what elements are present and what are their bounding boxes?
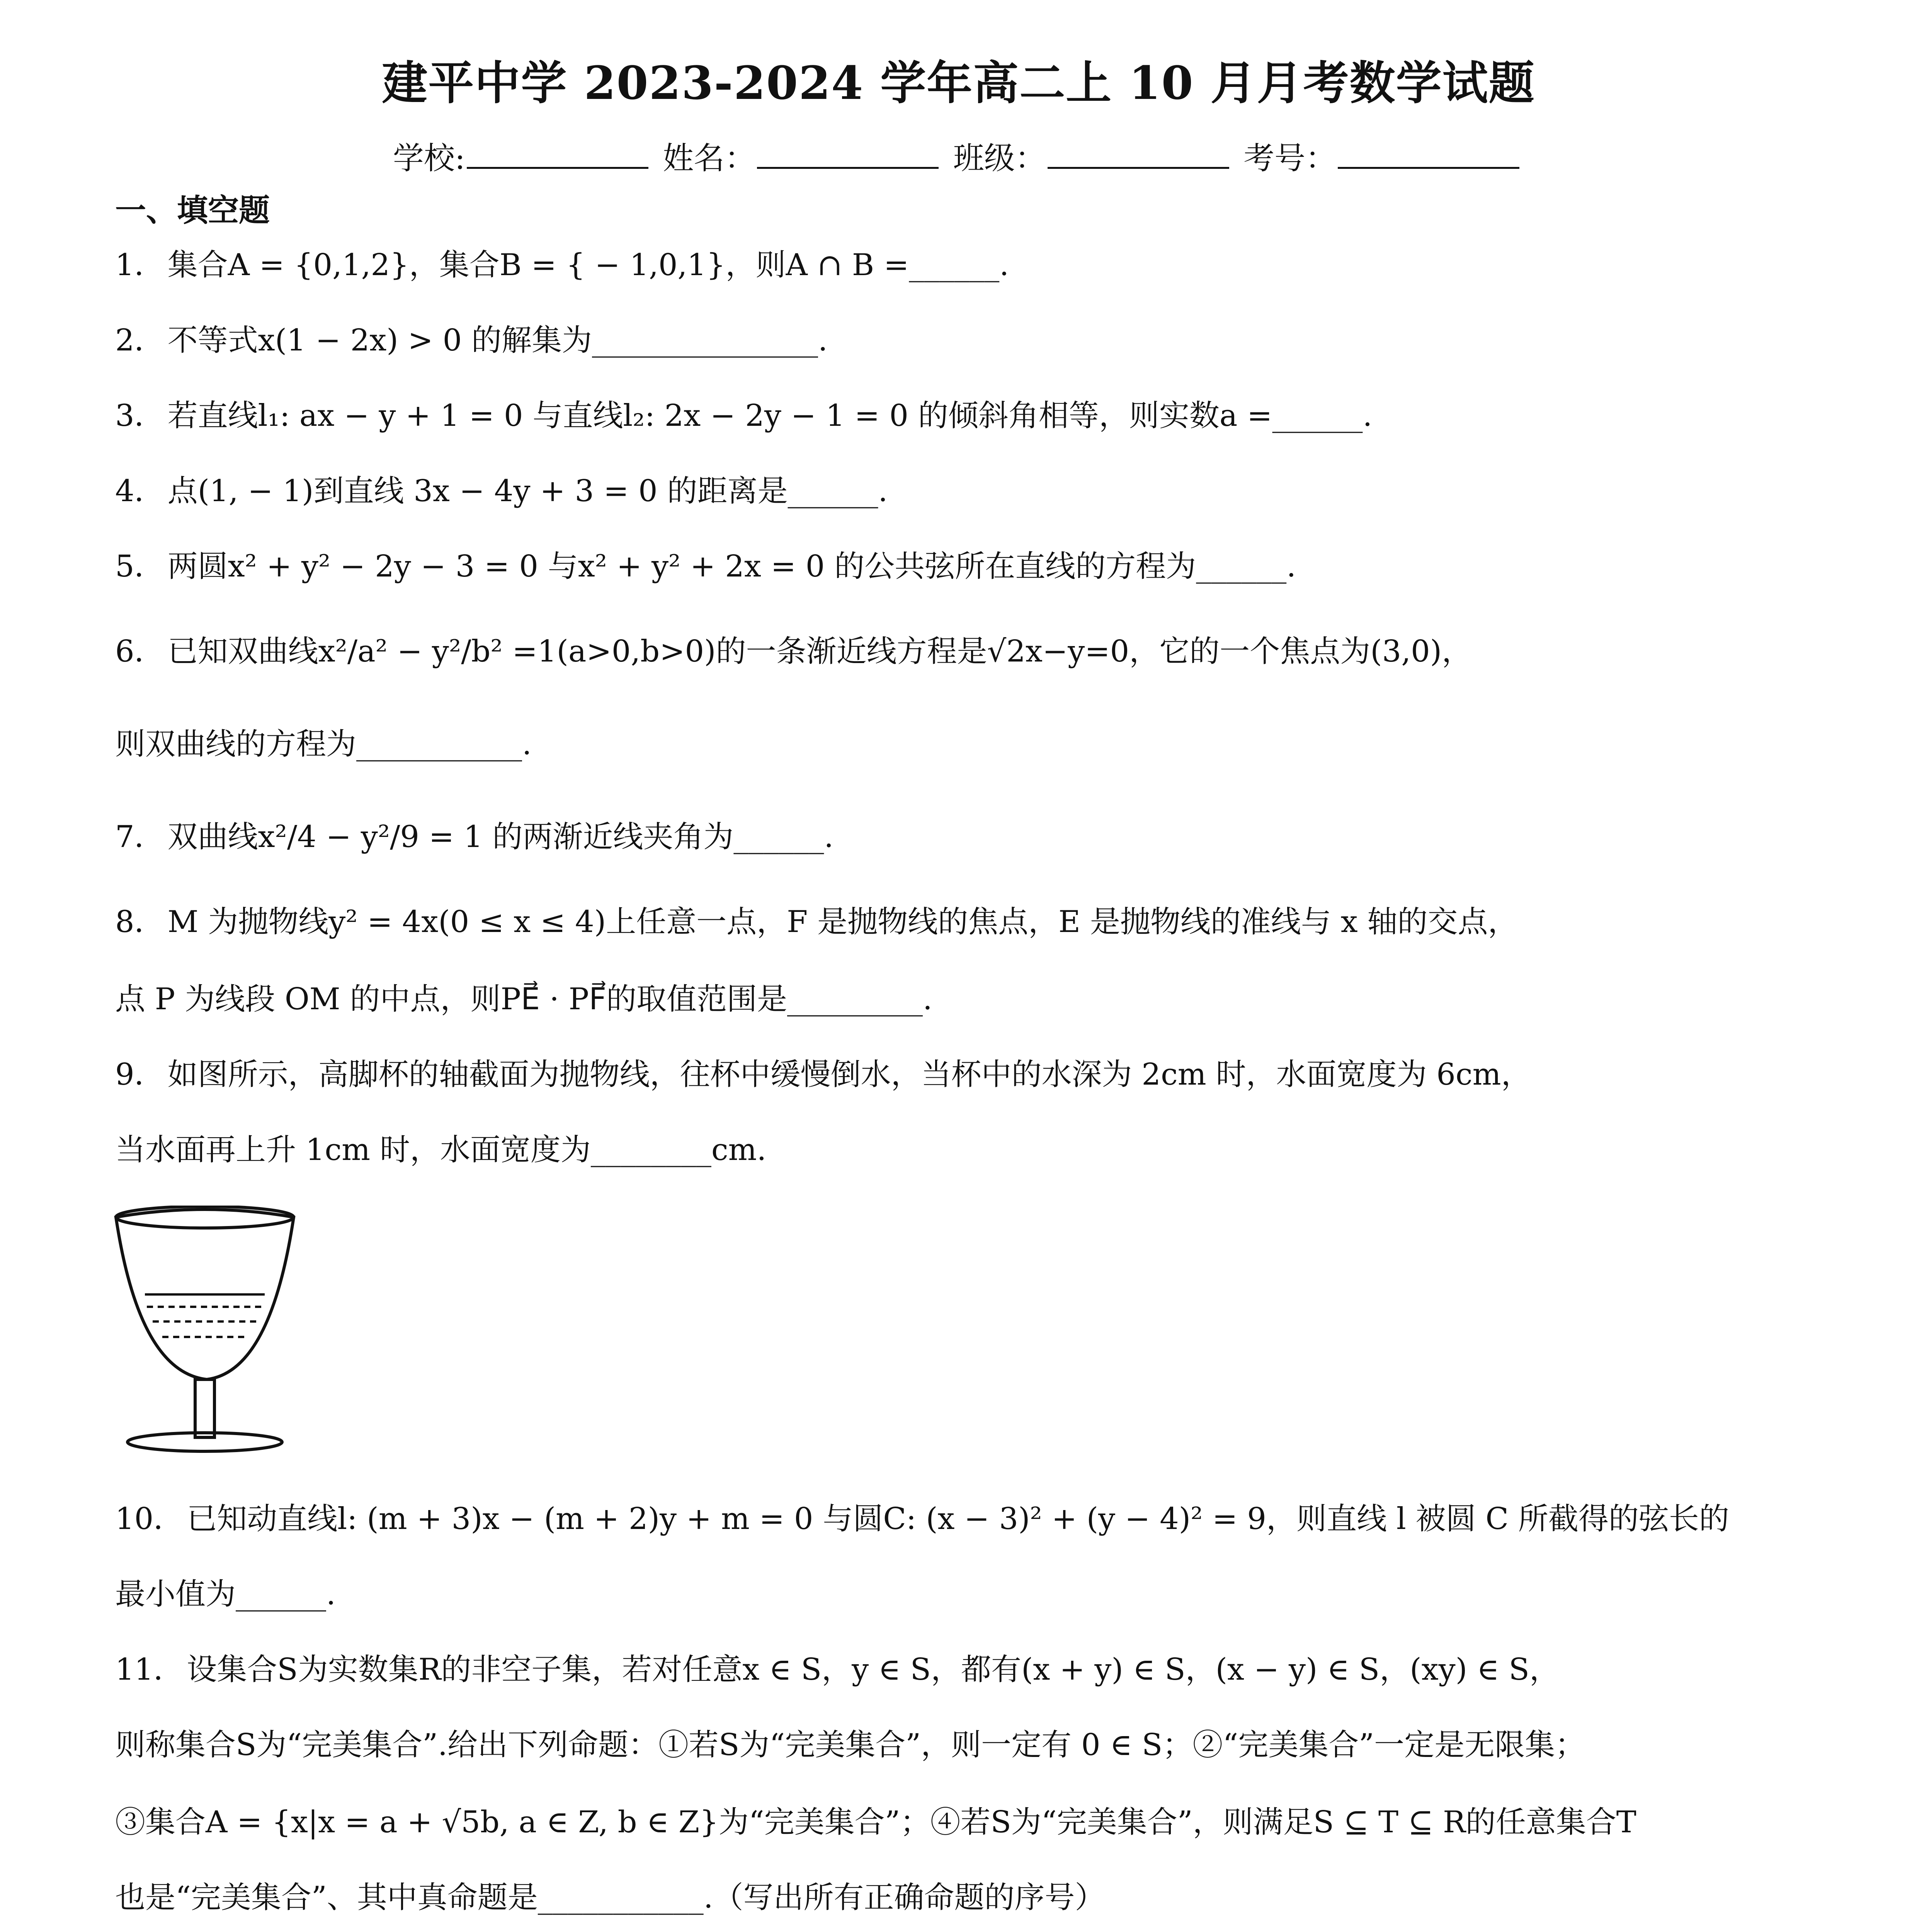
section-fill-blank: 一、填空题 xyxy=(115,192,270,228)
class-blank[interactable] xyxy=(1048,140,1229,169)
question-11-line-1: 11． 设集合S为实数集R的非空子集，若对任意x ∈ S，y ∈ S，都有(x + y) ∈ S，(x − y) ∈ S，(xy) ∈ S， xyxy=(115,1652,1560,1687)
number-label: 考号： xyxy=(1243,140,1337,176)
question-2: 2． 不等式x(1 − 2x) > 0 的解集为_______________. xyxy=(115,323,828,358)
question-4: 4． 点(1, − 1)到直线 3x − 4y + 3 = 0 的距离是______. xyxy=(115,474,888,509)
class-label: 班级： xyxy=(953,140,1046,176)
question-6-line-2: 则双曲线的方程为___________. xyxy=(115,727,532,762)
question-8-line-2: 点 P 为线段 OM 的中点，则PE⃗ · PF⃗的取值范围是_________. xyxy=(115,982,932,1017)
question-11-line-3: ③集合A = {x|x = a + √5b, a ∈ Z, b ∈ Z}为“完美集合”；④若S为“完美集合”，则满足S ⊆ T ⊆ R的任意集合T xyxy=(115,1805,1636,1840)
question-11-line-2: 则称集合S为“完美集合”.给出下列命题：①若S为“完美集合”，则一定有 0 ∈ S；②“完美集合”一定是无限集； xyxy=(115,1728,1585,1762)
name-label: 姓名： xyxy=(663,140,756,176)
question-9-line-2: 当水面再上升 1cm 时，水面宽度为________cm. xyxy=(115,1133,767,1167)
question-3: 3． 若直线l₁: ax − y + 1 = 0 与直线l₂: 2x − 2y − 1 = 0 的倾斜角相等，则实数a =______. xyxy=(115,398,1373,433)
school-label: 学校: xyxy=(393,140,465,176)
number-blank[interactable] xyxy=(1338,140,1519,169)
school-blank[interactable] xyxy=(467,140,648,169)
question-7: 7． 双曲线x²/4 − y²/9 = 1 的两渐近线夹角为______. xyxy=(115,820,834,854)
question-10-line-2: 最小值为______. xyxy=(115,1577,336,1612)
goblet-figure xyxy=(108,1206,301,1457)
question-5: 5． 两圆x² + y² − 2y − 3 = 0 与x² + y² + 2x = 0 的公共弦所在直线的方程为______. xyxy=(115,549,1296,584)
page-title: 建平中学 2023-2024 学年高二上 10 月月考数学试题 xyxy=(382,56,1535,110)
question-9-line-1: 9． 如图所示，高脚杯的轴截面为抛物线，往杯中缓慢倒水，当杯中的水深为 2cm 时，水面宽度为 6cm， xyxy=(115,1057,1531,1092)
question-1: 1． 集合A = {0,1,2}，集合B = { − 1,0,1}，则A ∩ B =______. xyxy=(115,248,1009,282)
student-info-line xyxy=(0,133,1917,178)
name-blank[interactable] xyxy=(757,140,939,169)
question-8-line-1: 8． M 为抛物线y² = 4x(0 ≤ x ≤ 4)上任意一点，F 是抛物线的焦点，E 是抛物线的准线与 x 轴的交点， xyxy=(115,905,1518,939)
question-6-line-1: 6． 已知双曲线x²/a² − y²/b² =1(a>0,b>0)的一条渐近线方程是√2x−y=0，它的一个焦点为(3,0)， xyxy=(115,634,1472,669)
question-10-line-1: 10． 已知动直线l: (m + 3)x − (m + 2)y + m = 0 与圆C: (x − 3)² + (y − 4)² = 9，则直线 l 被圆 C 所截得的弦长的 xyxy=(115,1502,1729,1536)
question-11-line-4: 也是“完美集合”、其中真命题是___________.（写出所有正确命题的序号） xyxy=(115,1880,1105,1915)
